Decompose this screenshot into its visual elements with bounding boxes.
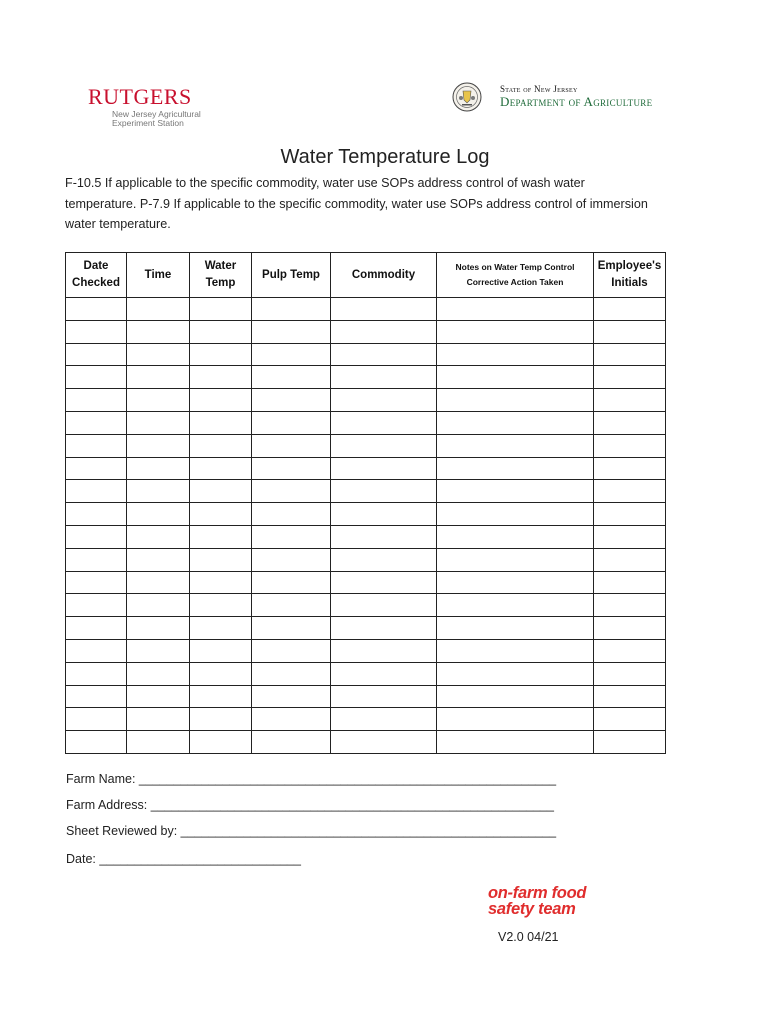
table-row (66, 343, 666, 366)
table-cell[interactable] (331, 639, 437, 662)
table-row (66, 457, 666, 480)
table-cell[interactable] (437, 457, 594, 480)
table-cell[interactable] (66, 639, 127, 662)
table-cell[interactable] (594, 434, 666, 457)
table-cell[interactable] (437, 434, 594, 457)
table-cell[interactable] (66, 480, 127, 503)
table-cell[interactable] (190, 503, 252, 526)
table-body (66, 298, 666, 754)
intro-line-1: F-10.5 If applicable to the specific commodity, water use SOPs address control of wash water (65, 176, 585, 190)
rutgers-subtitle-line-1: New Jersey Agricultural (112, 109, 201, 119)
table-cell[interactable] (594, 708, 666, 731)
table-cell[interactable] (190, 457, 252, 480)
table-cell[interactable] (127, 343, 190, 366)
farm-address-field[interactable]: Farm Address: __________________________________________________________ (66, 798, 554, 812)
table-cell[interactable] (331, 298, 437, 321)
table-cell[interactable] (331, 343, 437, 366)
table-cell[interactable] (66, 343, 127, 366)
table-cell[interactable] (127, 298, 190, 321)
nj-department-logo (452, 82, 664, 114)
table-cell[interactable] (437, 571, 594, 594)
table-row (66, 320, 666, 343)
table-cell[interactable] (437, 389, 594, 412)
water-temperature-log-table (65, 252, 666, 754)
table-cell[interactable] (252, 571, 331, 594)
nj-department-label: Department of Agriculture (500, 94, 653, 109)
table-cell[interactable] (252, 457, 331, 480)
table-cell[interactable] (127, 525, 190, 548)
table-cell[interactable] (594, 617, 666, 640)
table-cell[interactable] (66, 731, 127, 754)
table-cell[interactable] (594, 639, 666, 662)
table-cell[interactable] (252, 639, 331, 662)
table-cell[interactable] (127, 617, 190, 640)
version-label: V2.0 04/21 (498, 930, 559, 944)
table-cell[interactable] (594, 571, 666, 594)
table-row (66, 617, 666, 640)
table-cell[interactable] (127, 411, 190, 434)
table-cell[interactable] (127, 708, 190, 731)
table-cell[interactable] (190, 571, 252, 594)
table-cell[interactable] (252, 617, 331, 640)
table-cell[interactable] (331, 548, 437, 571)
table-row (66, 639, 666, 662)
table-cell[interactable] (594, 503, 666, 526)
table-cell[interactable] (190, 480, 252, 503)
table-cell[interactable] (252, 480, 331, 503)
table-cell[interactable] (331, 480, 437, 503)
table-row (66, 503, 666, 526)
table-cell[interactable] (190, 298, 252, 321)
table-cell[interactable] (594, 480, 666, 503)
table-cell[interactable] (331, 457, 437, 480)
table-cell[interactable] (66, 571, 127, 594)
table-cell[interactable] (252, 731, 331, 754)
table-row (66, 548, 666, 571)
table-cell[interactable] (594, 548, 666, 571)
table-cell[interactable] (252, 503, 331, 526)
table-cell[interactable] (252, 685, 331, 708)
table-cell[interactable] (127, 685, 190, 708)
nj-state-seal-icon (452, 82, 482, 112)
table-cell[interactable] (127, 639, 190, 662)
table-header-row (66, 253, 666, 298)
table-cell[interactable] (66, 457, 127, 480)
table-cell[interactable] (331, 731, 437, 754)
column-header-notes-corrective-action: Notes on Water Temp Control Corrective Action Taken (437, 253, 594, 298)
table-row (66, 298, 666, 321)
table-cell[interactable] (594, 731, 666, 754)
table-cell[interactable] (190, 708, 252, 731)
table-cell[interactable] (437, 503, 594, 526)
table-row (66, 662, 666, 685)
table-cell[interactable] (252, 366, 331, 389)
date-field[interactable]: Date: _____________________________ (66, 852, 301, 866)
table-cell[interactable] (252, 298, 331, 321)
table-cell[interactable] (127, 320, 190, 343)
table-cell[interactable] (127, 457, 190, 480)
column-header-commodity: Commodity (331, 253, 437, 298)
table-cell[interactable] (252, 594, 331, 617)
table-cell[interactable] (127, 480, 190, 503)
table-cell[interactable] (190, 639, 252, 662)
sheet-reviewed-by-field[interactable]: Sheet Reviewed by: ______________________________________________________ (66, 824, 557, 838)
table-cell[interactable] (190, 343, 252, 366)
table-cell[interactable] (252, 320, 331, 343)
table-row (66, 571, 666, 594)
table-cell[interactable] (252, 662, 331, 685)
table-cell[interactable] (127, 548, 190, 571)
column-header-employee-initials: Employee's Initials (594, 253, 666, 298)
table-row (66, 594, 666, 617)
intro-line-2: temperature. P-7.9 If applicable to the specific commodity, water use SOPs address control of immersion (65, 196, 648, 211)
table-cell[interactable] (190, 389, 252, 412)
table-cell[interactable] (252, 548, 331, 571)
table-cell[interactable] (331, 617, 437, 640)
table-cell[interactable] (127, 662, 190, 685)
table-cell[interactable] (66, 503, 127, 526)
table-cell[interactable] (331, 594, 437, 617)
intro-line-3: water temperature. (65, 217, 171, 231)
brand-line-2: safety team (488, 899, 576, 918)
table-row (66, 685, 666, 708)
table-cell[interactable] (437, 662, 594, 685)
table-cell[interactable] (190, 411, 252, 434)
table-cell[interactable] (127, 503, 190, 526)
table-cell[interactable] (331, 366, 437, 389)
table-cell[interactable] (252, 708, 331, 731)
table-cell[interactable] (437, 320, 594, 343)
table-row (66, 480, 666, 503)
table-cell[interactable] (66, 434, 127, 457)
table-cell[interactable] (190, 662, 252, 685)
table-cell[interactable] (437, 480, 594, 503)
brand-line-1: on-farm food (488, 884, 587, 902)
table-cell[interactable] (252, 525, 331, 548)
table-cell[interactable] (190, 548, 252, 571)
on-farm-food-safety-logo (488, 886, 586, 917)
column-header-time: Time (127, 253, 190, 298)
table-cell[interactable] (127, 434, 190, 457)
table-cell[interactable] (594, 366, 666, 389)
table-cell[interactable] (252, 411, 331, 434)
page-title: Water Temperature Log (280, 146, 490, 168)
table-cell[interactable] (437, 298, 594, 321)
table-cell[interactable] (331, 503, 437, 526)
nj-state-label: State of New Jersey (500, 84, 578, 94)
table-row (66, 708, 666, 731)
table-row (66, 434, 666, 457)
table-cell[interactable] (437, 411, 594, 434)
table-cell[interactable] (252, 434, 331, 457)
rutgers-logo (88, 86, 216, 138)
intro-paragraph (65, 173, 675, 235)
table-cell[interactable] (594, 594, 666, 617)
table-cell[interactable] (437, 685, 594, 708)
column-header-date-checked: Date Checked (66, 253, 127, 298)
table-cell[interactable] (594, 525, 666, 548)
table-cell[interactable] (190, 685, 252, 708)
table-cell[interactable] (437, 343, 594, 366)
farm-name-field[interactable]: Farm Name: ____________________________________________________________ (66, 772, 557, 786)
table-cell[interactable] (252, 343, 331, 366)
table-cell[interactable] (594, 320, 666, 343)
table-cell[interactable] (331, 571, 437, 594)
table-cell[interactable] (331, 708, 437, 731)
table-cell[interactable] (66, 320, 127, 343)
table-cell[interactable] (331, 411, 437, 434)
table-cell[interactable] (331, 389, 437, 412)
table-cell[interactable] (437, 548, 594, 571)
table-cell[interactable] (190, 617, 252, 640)
table-cell[interactable] (66, 411, 127, 434)
table-cell[interactable] (252, 389, 331, 412)
table-cell[interactable] (127, 571, 190, 594)
table-cell[interactable] (190, 594, 252, 617)
table-cell[interactable] (190, 320, 252, 343)
rutgers-subtitle-line-2: Experiment Station (112, 118, 184, 128)
rutgers-subtitle (112, 110, 216, 128)
table-cell[interactable] (66, 617, 127, 640)
table-cell[interactable] (437, 617, 594, 640)
table-cell[interactable] (127, 366, 190, 389)
table-cell[interactable] (594, 457, 666, 480)
table-cell[interactable] (66, 389, 127, 412)
table-cell[interactable] (594, 411, 666, 434)
table-cell[interactable] (331, 320, 437, 343)
table-cell[interactable] (594, 343, 666, 366)
table-cell[interactable] (127, 594, 190, 617)
table-cell[interactable] (437, 366, 594, 389)
table-cell[interactable] (331, 685, 437, 708)
rutgers-wordmark: RUTGERS (88, 84, 192, 109)
table-cell[interactable] (190, 366, 252, 389)
table-row (66, 389, 666, 412)
column-header-pulp-temp: Pulp Temp (252, 253, 331, 298)
table-cell[interactable] (437, 731, 594, 754)
table-cell[interactable] (190, 731, 252, 754)
table-cell[interactable] (66, 525, 127, 548)
table-cell[interactable] (127, 731, 190, 754)
table-cell[interactable] (66, 594, 127, 617)
table-cell[interactable] (66, 548, 127, 571)
table-cell[interactable] (331, 525, 437, 548)
table-cell[interactable] (331, 434, 437, 457)
table-row (66, 411, 666, 434)
table-cell[interactable] (594, 389, 666, 412)
table-cell[interactable] (437, 708, 594, 731)
table-cell[interactable] (594, 685, 666, 708)
table-cell[interactable] (594, 662, 666, 685)
table-cell[interactable] (190, 525, 252, 548)
table-cell[interactable] (190, 434, 252, 457)
table-row (66, 525, 666, 548)
table-cell[interactable] (66, 685, 127, 708)
column-header-water-temp: Water Temp (190, 253, 252, 298)
table-cell[interactable] (437, 525, 594, 548)
table-cell[interactable] (437, 594, 594, 617)
table-cell[interactable] (331, 662, 437, 685)
table-cell[interactable] (66, 708, 127, 731)
table-cell[interactable] (66, 298, 127, 321)
table-row (66, 731, 666, 754)
table-row (66, 366, 666, 389)
table-cell[interactable] (127, 389, 190, 412)
table-cell[interactable] (66, 366, 127, 389)
table-cell[interactable] (437, 639, 594, 662)
table-cell[interactable] (594, 298, 666, 321)
table-cell[interactable] (66, 662, 127, 685)
